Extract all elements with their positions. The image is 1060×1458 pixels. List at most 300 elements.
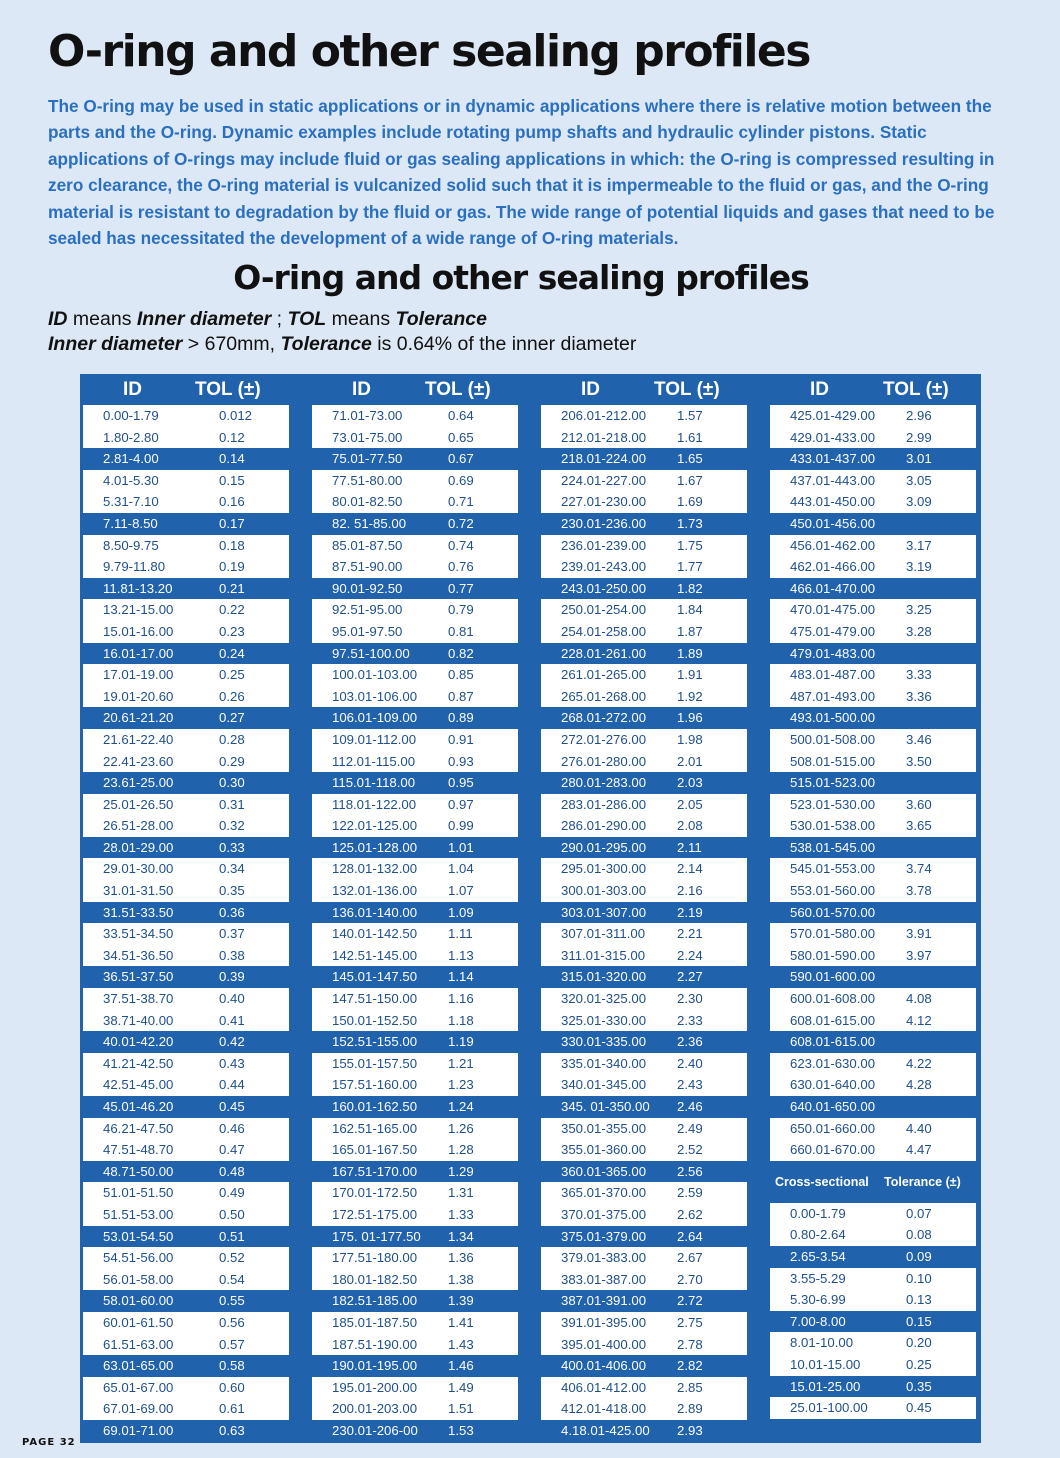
id-range: 227.01-230.00 [561, 494, 647, 510]
tolerance-value: 1.39 [448, 1293, 474, 1309]
tolerance-value: 0.012 [219, 408, 253, 423]
id-range: 236.01-239.00 [561, 537, 647, 553]
column-header-tol: TOL (±) [654, 379, 720, 400]
table-row [541, 664, 747, 686]
id-range: 157.51-160.00 [332, 1077, 418, 1093]
id-range: 466.01-470.00 [790, 580, 876, 596]
table-row [541, 945, 747, 967]
table-row [312, 1226, 518, 1248]
id-range: 136.01-140.00 [332, 904, 418, 920]
table-row [312, 1031, 518, 1053]
id-range: 87.51-90.00 [332, 559, 403, 575]
id-range: 200.01-203.00 [332, 1401, 418, 1417]
id-range: 73.01-75.00 [332, 429, 403, 445]
id-range: 429.01-433.00 [790, 429, 876, 445]
tolerance-table [80, 374, 981, 1443]
id-range: 150.01-152.50 [332, 1012, 418, 1028]
tolerance-value: 2.85 [677, 1379, 703, 1395]
tolerance-value: 0.97 [448, 796, 474, 812]
id-range: 7.11-8.50 [103, 515, 158, 531]
table-row [312, 664, 518, 686]
cross-section-range: 2.65-3.54 [790, 1248, 846, 1264]
table-row [541, 1420, 747, 1442]
table-row [312, 1139, 518, 1161]
tolerance-value: 3.97 [906, 947, 932, 963]
cross-section-range: 15.01-25.00 [790, 1378, 861, 1394]
table-row [541, 1031, 747, 1053]
tolerance-value: 1.87 [677, 623, 703, 639]
tolerance-value: 1.13 [448, 947, 474, 963]
id-range: 22.41-23.60 [103, 753, 174, 769]
table-row [312, 491, 518, 513]
id-range: 140.01-142.50 [332, 926, 418, 942]
tolerance-value: 2.30 [677, 991, 703, 1007]
tolerance-value: 0.34 [219, 861, 245, 877]
table-row [541, 1355, 747, 1377]
legend-line-1 [48, 307, 636, 332]
table-row [83, 643, 289, 665]
tolerance-value: 1.04 [448, 861, 474, 877]
table-row [770, 902, 976, 924]
cross-section-tolerance: 0.09 [906, 1248, 932, 1264]
table-row [83, 1074, 289, 1096]
id-range: 443.01-450.00 [790, 494, 876, 510]
table-row [541, 1312, 747, 1334]
table-row [541, 1398, 747, 1420]
id-range: 100.01-103.00 [332, 667, 418, 683]
table-row [541, 923, 747, 945]
tolerance-value: 3.28 [906, 623, 932, 639]
tolerance-value: 1.77 [677, 559, 703, 575]
table-column [83, 405, 289, 1442]
id-range: 406.01-412.00 [561, 1379, 647, 1395]
id-range: 228.01-261.00 [561, 645, 647, 661]
tolerance-value: 1.16 [448, 991, 474, 1007]
table-row [541, 1096, 747, 1118]
tolerance-value: 0.40 [219, 991, 245, 1007]
id-range: 1.80-2.80 [103, 429, 159, 445]
table-row [83, 707, 289, 729]
table-row [541, 578, 747, 600]
table-row [312, 707, 518, 729]
id-range: 155.01-157.50 [332, 1055, 418, 1071]
tolerance-value: 4.47 [906, 1142, 932, 1158]
table-row [83, 837, 289, 859]
page-number [22, 1437, 76, 1448]
tolerance-value: 0.24 [219, 645, 245, 661]
tolerance-value: 1.18 [448, 1012, 474, 1028]
id-range: 85.01-87.50 [332, 537, 403, 553]
tolerance-value: 0.85 [448, 667, 474, 683]
id-range: 570.01-580.00 [790, 926, 876, 942]
legend-inner-diameter: Inner diameter [48, 333, 183, 355]
table-row [83, 470, 289, 492]
tolerance-value: 0.79 [448, 602, 474, 618]
table-row [312, 643, 518, 665]
tolerance-value: 1.31 [448, 1185, 474, 1201]
tolerance-value: 2.43 [677, 1077, 703, 1093]
table-row [770, 686, 976, 708]
table-row [312, 988, 518, 1010]
id-range: 395.01-400.00 [561, 1336, 647, 1352]
tolerance-value: 1.29 [448, 1163, 474, 1179]
table-row [312, 1377, 518, 1399]
tolerance-value: 2.99 [906, 429, 932, 445]
id-range: 320.01-325.00 [561, 991, 647, 1007]
id-range: 19.01-20.60 [103, 688, 174, 704]
table-row [312, 578, 518, 600]
table-row [312, 751, 518, 773]
tolerance-value: 3.17 [906, 537, 932, 553]
id-range: 21.61-22.40 [103, 731, 174, 747]
table-row [312, 966, 518, 988]
tolerance-value: 3.60 [906, 796, 932, 812]
tolerance-value: 2.96 [906, 408, 932, 423]
table-row [83, 794, 289, 816]
table-row [541, 686, 747, 708]
table-row [312, 621, 518, 643]
table-column [541, 405, 747, 1442]
id-range: 391.01-395.00 [561, 1314, 647, 1330]
table-row [83, 923, 289, 945]
tolerance-value: 0.12 [219, 429, 245, 445]
id-range: 53.01-54.50 [103, 1228, 174, 1244]
id-range: 167.51-170.00 [332, 1163, 418, 1179]
tolerance-value: 0.46 [219, 1120, 245, 1136]
table-row [541, 1334, 747, 1356]
table-row [770, 707, 976, 729]
id-range: 13.21-15.00 [103, 602, 174, 618]
tolerance-value: 4.40 [906, 1120, 932, 1136]
table-row [312, 556, 518, 578]
id-range: 15.01-16.00 [103, 623, 174, 639]
cross-section-row [770, 1246, 976, 1268]
tolerance-value: 2.62 [677, 1206, 703, 1222]
id-range: 608.01-615.00 [790, 1034, 876, 1050]
table-row [83, 1312, 289, 1334]
table-row [83, 815, 289, 837]
id-range: 37.51-38.70 [103, 991, 174, 1007]
id-range: 69.01-71.00 [103, 1422, 174, 1438]
tolerance-value: 1.53 [448, 1422, 474, 1438]
table-row [312, 858, 518, 880]
cross-section-row [770, 1289, 976, 1311]
table-row [541, 794, 747, 816]
id-range: 95.01-97.50 [332, 623, 403, 639]
table-row [770, 664, 976, 686]
table-row [83, 902, 289, 924]
cross-section-tolerance: 0.20 [906, 1335, 932, 1351]
tolerance-value: 2.01 [677, 753, 703, 769]
id-range: 40.01-42.20 [103, 1034, 174, 1050]
table-row [541, 556, 747, 578]
tolerance-value: 2.24 [677, 947, 703, 963]
id-range: 185.01-187.50 [332, 1314, 418, 1330]
table-row [83, 556, 289, 578]
id-range: 355.01-360.00 [561, 1142, 647, 1158]
table-row [312, 794, 518, 816]
table-row [770, 1053, 976, 1075]
tolerance-value: 2.27 [677, 969, 703, 985]
table-row [312, 1420, 518, 1442]
id-range: 433.01-437.00 [790, 451, 876, 467]
id-range: 387.01-391.00 [561, 1293, 647, 1309]
table-row [83, 1204, 289, 1226]
cross-section-tolerance: 0.25 [906, 1356, 932, 1372]
tolerance-value: 1.57 [677, 408, 703, 423]
tolerance-value: 0.76 [448, 559, 474, 575]
table-row [312, 1269, 518, 1291]
tolerance-value: 0.22 [219, 602, 245, 618]
tolerance-value: 1.67 [677, 472, 703, 488]
table-row [312, 686, 518, 708]
table-row [541, 1161, 747, 1183]
tolerance-value: 2.75 [677, 1314, 703, 1330]
id-range: 456.01-462.00 [790, 537, 876, 553]
table-row [312, 880, 518, 902]
table-row [770, 1139, 976, 1161]
tolerance-value: 1.28 [448, 1142, 474, 1158]
table-row [770, 448, 976, 470]
tolerance-value: 2.08 [677, 818, 703, 834]
id-range: 295.01-300.00 [561, 861, 647, 877]
tolerance-value: 0.37 [219, 926, 245, 942]
cross-section-tolerance: 0.08 [906, 1227, 932, 1243]
id-range: 122.01-125.00 [332, 818, 418, 834]
id-range: 128.01-132.00 [332, 861, 418, 877]
id-range: 9.79-11.80 [103, 559, 166, 575]
id-range: 170.01-172.50 [332, 1185, 418, 1201]
table-row [83, 1420, 289, 1442]
table-row [312, 1398, 518, 1420]
id-range: 425.01-429.00 [790, 408, 876, 423]
id-range: 41.21-42.50 [103, 1055, 174, 1071]
table-row [770, 858, 976, 880]
table-row [83, 1269, 289, 1291]
tolerance-value: 0.52 [219, 1250, 245, 1266]
id-range: 379.01-383.00 [561, 1250, 647, 1266]
tolerance-value: 0.15 [219, 472, 245, 488]
tolerance-value: 0.49 [219, 1185, 245, 1201]
table-row [541, 1053, 747, 1075]
id-range: 48.71-50.00 [103, 1163, 174, 1179]
tolerance-value: 1.23 [448, 1077, 474, 1093]
tolerance-value: 0.93 [448, 753, 474, 769]
id-range: 33.51-34.50 [103, 926, 174, 942]
table-row [770, 1010, 976, 1032]
table-row [312, 513, 518, 535]
id-range: 142.51-145.00 [332, 947, 418, 963]
id-range: 243.01-250.00 [561, 580, 647, 596]
tolerance-value: 1.92 [677, 688, 703, 704]
table-row [770, 470, 976, 492]
tolerance-value: 0.38 [219, 947, 245, 963]
cross-section-row [770, 1354, 976, 1376]
id-range: 177.51-180.00 [332, 1250, 418, 1266]
id-range: 508.01-515.00 [790, 753, 876, 769]
tolerance-value: 4.08 [906, 991, 932, 1007]
tolerance-value: 2.52 [677, 1142, 703, 1158]
table-row [541, 772, 747, 794]
table-row [770, 643, 976, 665]
id-range: 28.01-29.00 [103, 839, 174, 855]
tolerance-value: 0.99 [448, 818, 474, 834]
id-range: 360.01-365.00 [561, 1163, 647, 1179]
id-range: 92.51-95.00 [332, 602, 403, 618]
table-row [541, 1118, 747, 1140]
abbreviation-legend [48, 307, 636, 357]
tolerance-value: 0.77 [448, 580, 474, 596]
tolerance-value: 0.21 [219, 580, 245, 596]
tolerance-value: 2.72 [677, 1293, 703, 1309]
tolerance-value: 0.19 [219, 559, 245, 575]
id-range: 450.01-456.00 [790, 515, 876, 531]
tolerance-value: 0.27 [219, 710, 245, 726]
table-row [312, 1334, 518, 1356]
table-row [312, 1161, 518, 1183]
intro-paragraph: The O-ring may be used in static applications or in dynamic applications where there is relative motion between the parts and the O-ring. Dynamic examples include rotating pump shafts and hydraulic cylinder pistons. Static applications of O-rings may include fluid or gas sealing applications in which: the O-ring is compressed resulting in zero clearance, the O-ring material is vulcanized solid such that it is impermeable to the fluid or gas, and the O-ring material is resistant to degradation by the fluid or gas. The wide range of potential liquids and gases that need to be sealed has necessitated the development of a wide range of O-ring materials. [48, 96, 995, 249]
id-range: 530.01-538.00 [790, 818, 876, 834]
id-range: 190.01-195.00 [332, 1358, 418, 1374]
tolerance-value: 4.12 [906, 1012, 932, 1028]
table-row [770, 945, 976, 967]
tolerance-value: 2.49 [677, 1120, 703, 1136]
table-row [83, 686, 289, 708]
id-range: 45.01-46.20 [103, 1099, 174, 1114]
id-range: 47.51-48.70 [103, 1142, 174, 1158]
tolerance-value: 0.36 [219, 904, 245, 920]
id-range: 660.01-670.00 [790, 1142, 876, 1158]
table-row [541, 1226, 747, 1248]
id-range: 239.01-243.00 [561, 559, 647, 575]
tolerance-value: 2.59 [677, 1185, 703, 1201]
id-range: 180.01-182.50 [332, 1271, 418, 1287]
table-row [541, 1204, 747, 1226]
id-range: 187.51-190.00 [332, 1336, 418, 1352]
tolerance-value: 2.36 [677, 1034, 703, 1050]
tolerance-value: 0.23 [219, 623, 245, 639]
tolerance-value: 0.69 [448, 472, 474, 488]
id-range: 224.01-227.00 [561, 472, 647, 488]
table-row [312, 405, 518, 427]
column-header-id: ID [123, 379, 142, 400]
tolerance-value: 3.19 [906, 559, 932, 575]
tolerance-value: 1.69 [677, 494, 703, 510]
tolerance-value: 3.91 [906, 926, 932, 942]
table-row [541, 1269, 747, 1291]
tolerance-value: 0.89 [448, 710, 474, 726]
id-range: 630.01-640.00 [790, 1077, 876, 1093]
id-range: 608.01-615.00 [790, 1012, 876, 1028]
table-row [83, 751, 289, 773]
tolerance-value: 2.05 [677, 796, 703, 812]
tolerance-value: 0.54 [219, 1271, 245, 1287]
table-row [770, 621, 976, 643]
tolerance-value: 0.35 [219, 883, 245, 899]
table-row [541, 1247, 747, 1269]
tolerance-value: 3.09 [906, 494, 932, 510]
id-range: 34.51-36.50 [103, 947, 174, 963]
id-range: 475.01-479.00 [790, 623, 876, 639]
table-row [541, 751, 747, 773]
tolerance-value: 2.67 [677, 1250, 703, 1266]
table-row [83, 513, 289, 535]
table-row [83, 858, 289, 880]
table-row [83, 772, 289, 794]
tolerance-value: 0.18 [219, 537, 245, 553]
table-row [770, 535, 976, 557]
column-header-tol: TOL (±) [195, 379, 261, 400]
id-range: 290.01-295.00 [561, 839, 647, 855]
cross-section-range: 7.00-8.00 [790, 1313, 846, 1329]
tolerance-value: 0.60 [219, 1379, 245, 1395]
table-row [770, 578, 976, 600]
id-range: 51.01-51.50 [103, 1185, 174, 1201]
tolerance-value: 2.70 [677, 1271, 703, 1287]
tolerance-value: 0.91 [448, 731, 474, 747]
tolerance-value: 0.61 [219, 1401, 245, 1417]
table-row [541, 448, 747, 470]
cross-section-range: 25.01-100.00 [790, 1400, 868, 1416]
tolerance-value: 1.49 [448, 1379, 474, 1395]
table-row [83, 1226, 289, 1248]
legend-id-abbr: ID [48, 308, 68, 330]
table-row [770, 794, 976, 816]
id-range: 437.01-443.00 [790, 472, 876, 488]
table-row [770, 427, 976, 449]
id-range: 311.01-315.00 [561, 947, 646, 963]
id-range: 175. 01-177.50 [332, 1228, 421, 1244]
legend-inner-diameter: Inner diameter [136, 308, 272, 330]
table-row [770, 1118, 976, 1140]
table-row [770, 513, 976, 535]
id-range: 106.01-109.00 [332, 710, 418, 726]
table-row [541, 815, 747, 837]
tolerance-value: 1.61 [677, 429, 703, 445]
column-header-id: ID [581, 379, 600, 400]
table-column [312, 405, 518, 1442]
tolerance-value: 1.98 [677, 731, 703, 747]
id-range: 118.01-122.00 [332, 796, 417, 812]
table-row [770, 966, 976, 988]
table-row [770, 729, 976, 751]
tolerance-value: 0.74 [448, 537, 474, 553]
tolerance-value: 1.84 [677, 602, 703, 618]
table-row [541, 513, 747, 535]
page-label: PAGE [22, 1437, 56, 1448]
tolerance-value: 0.55 [219, 1293, 245, 1309]
tolerance-value: 0.57 [219, 1336, 245, 1352]
id-range: 147.51-150.00 [332, 991, 418, 1007]
id-range: 29.01-30.00 [103, 861, 174, 877]
id-range: 350.01-355.00 [561, 1120, 647, 1136]
tolerance-value: 1.21 [448, 1055, 474, 1071]
tolerance-value: 0.31 [219, 796, 245, 812]
table-row [541, 707, 747, 729]
table-row [770, 837, 976, 859]
id-range: 25.01-26.50 [103, 796, 174, 812]
table-row [83, 1355, 289, 1377]
table-row [83, 1398, 289, 1420]
table-row [83, 578, 289, 600]
id-range: 300.01-303.00 [561, 883, 647, 899]
table-row [770, 751, 976, 773]
id-range: 51.51-53.00 [103, 1206, 174, 1222]
id-range: 276.01-280.00 [561, 753, 647, 769]
id-range: 493.01-500.00 [790, 710, 876, 726]
tolerance-value: 3.01 [906, 451, 932, 467]
tolerance-value: 1.38 [448, 1271, 474, 1287]
